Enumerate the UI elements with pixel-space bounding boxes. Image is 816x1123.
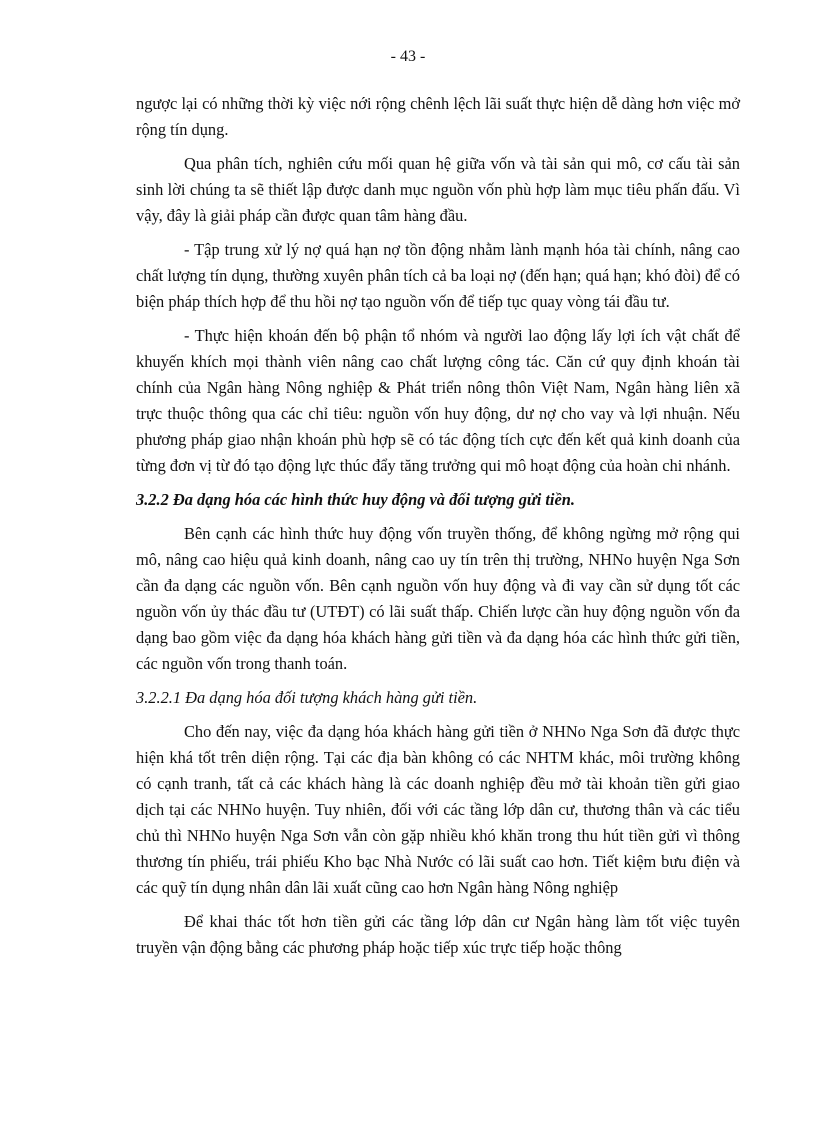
document-body: [136, 91, 740, 969]
paragraph-contracting: - Thực hiện khoán đến bộ phận tổ nhóm và người lao động lấy lợi ích vật chất để khuyến khích mọi thành viên nâng cao chất lượng công tác. Căn cứ quy định khoán tài chính của Ngân hàng Nông nghiệp & Phát triển nông thôn Việt Nam, Ngân hàng liên xã trực thuộc thông qua các chỉ tiêu: nguồn vốn huy động, dư nợ cho vay và lợi nhuận. Nếu phương pháp giao nhận khoán phù hợp sẽ có tác động tích cực đến kết quả kinh doanh của từng đơn vị từ đó tạo động lực thúc đẩy tăng trưởng qui mô hoạt động của hoàn chi nhánh.: [136, 326, 740, 475]
paragraph-bad-debt: - Tập trung xử lý nợ quá hạn nợ tồn động nhằm lành mạnh hóa tài chính, nâng cao chất lượng tín dụng, thường xuyên phân tích cả ba loại nợ (đến hạn; quá hạn; khó đòi) để có biện pháp thích hợp để thu hồi nợ tạo nguồn vốn để tiếp tục quay vòng tái đầu tư.: [136, 240, 740, 311]
paragraph-analysis: Qua phân tích, nghiên cứu mối quan hệ giữa vốn và tài sản qui mô, cơ cấu tài sản sinh lời chúng ta sẽ thiết lập được danh mục nguồn vốn phù hợp làm mục tiêu phấn đấu. Vì vậy, đây là giải pháp cần được quan tâm hàng đầu.: [136, 154, 740, 225]
page-number: - 43 -: [390, 48, 426, 65]
paragraph-diversify-sources: Bên cạnh các hình thức huy động vốn truyền thống, để không ngừng mở rộng qui mô, nâng cao hiệu quả kinh doanh, nâng cao uy tín trên thị trường, NHNo huyện Nga Sơn cần đa dạng các nguồn vốn. Bên cạnh nguồn vốn huy động và đi vay cần sử dụng tốt các nguồn vốn ủy thác đầu tư (UTĐT) có lãi suất thấp. Chiến lược cần huy động nguồn vốn đa dạng bao gồm việc đa dạng hóa khách hàng gửi tiền và đa dạng hóa các hình thức gửi tiền, các nguồn vốn trong thanh toán.: [136, 524, 740, 673]
paragraph-promotion: Để khai thác tốt hơn tiền gửi các tầng lớp dân cư Ngân hàng làm tốt việc tuyên truyền vận động bằng các phương pháp hoặc tiếp xúc trực tiếp hoặc thông: [136, 912, 740, 957]
section-heading-3-2-2: 3.2.2 Đa dạng hóa các hình thức huy động và đối tượng gửi tiền.: [136, 490, 575, 509]
paragraph-continuation: ngược lại có những thời kỳ việc nới rộng chênh lệch lãi suất thực hiện dễ dàng hơn việc mở rộng tín dụng.: [136, 94, 740, 139]
subsection-heading-3-2-2-1: 3.2.2.1 Đa dạng hóa đối tượng khách hàng gửi tiền.: [136, 688, 478, 707]
paragraph-diversify-customers: Cho đến nay, việc đa dạng hóa khách hàng gửi tiền ở NHNo Nga Sơn đã được thực hiện khá tốt trên diện rộng. Tại các địa bàn không có các NHTM khác, môi trường không có cạnh tranh, tất cả các khách hàng là các doanh nghiệp đều mở tài khoản tiền gửi giao dịch tại các NHNo huyện. Tuy nhiên, đối với các tầng lớp dân cư, thương thân và các tiểu chủ thì NHNo huyện Nga Sơn vẫn còn gặp nhiều khó khăn trong thu hút tiền gửi vì thông thương tín phiếu, trái phiếu Kho bạc Nhà Nước có lãi suất cao hơn. Tiết kiệm bưu điện và các quỹ tín dụng nhân dân lãi xuất cũng cao hơn Ngân hàng Nông nghiệp: [136, 722, 740, 897]
